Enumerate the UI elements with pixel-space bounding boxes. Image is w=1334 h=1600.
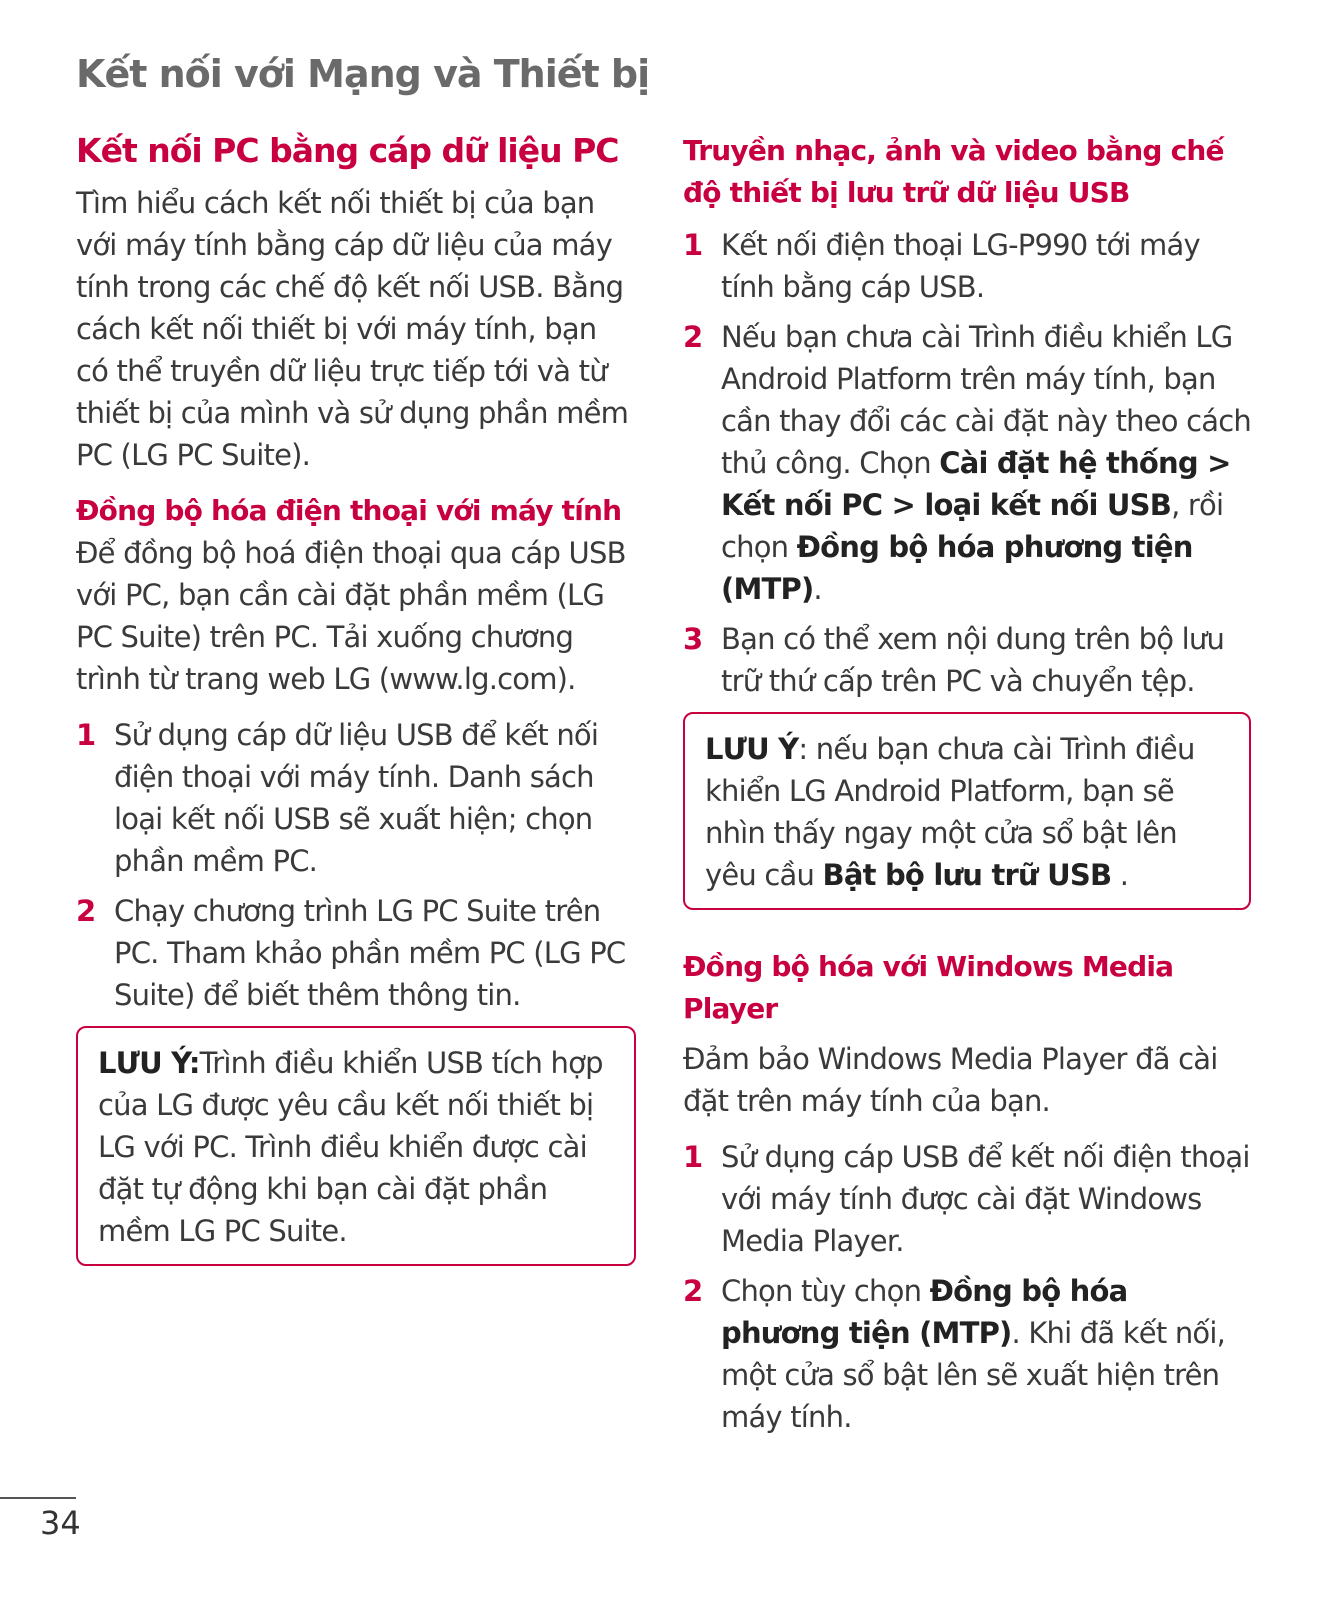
note-text — [705, 728, 1231, 896]
step-number: 1 — [683, 1140, 704, 1174]
list-item — [76, 890, 636, 1016]
step-number: 2 — [76, 894, 97, 928]
pc-cable-intro: Tìm hiểu cách kết nối thiết bị của bạn với máy tính bằng cáp dữ liệu của máy tính trong các chế độ kết nối USB. Bằng cách kết nối thiết bị với máy tính, bạn có thể truyền dữ liệu trực tiếp tới và từ thiết bị của mình và sử dụng phần mềm PC (LG PC Suite). — [76, 186, 629, 472]
footer-rule — [0, 1497, 76, 1499]
step-text-part: . Khi đã kết nối, một cửa sổ bật lên sẽ xuất hiện trên máy tính. — [721, 1316, 1226, 1434]
left-column — [76, 130, 636, 1266]
list-item — [76, 714, 636, 882]
step-text: Kết nối điện thoại LG-P990 tới máy tính bằng cáp USB. — [721, 228, 1200, 304]
page-title: Kết nối với Mạng và Thiết bị — [76, 52, 650, 96]
step-text-part: Chọn tùy chọn — [721, 1274, 930, 1308]
list-item — [683, 224, 1251, 308]
wmp-intro: Đảm bảo Windows Media Player đã cài đặt trên máy tính của bạn. — [683, 1042, 1218, 1118]
menu-path: Cài đặt hệ thống > Kết nối PC > loại kết nối USB — [721, 446, 1231, 522]
step-text-part: , rồi chọn — [721, 488, 1224, 564]
note-body: . — [1111, 858, 1129, 892]
note-emphasis: Bật bộ lưu trữ USB — [822, 858, 1112, 892]
page-number: 34 — [40, 1504, 81, 1542]
step-text: Chạy chương trình LG PC Suite trên PC. Tham khảo phần mềm PC (LG PC Suite) để biết thêm thông tin. — [114, 894, 626, 1012]
sync-phone-intro: Để đồng bộ hoá điện thoại qua cáp USB với PC, bạn cần cài đặt phần mềm (LG PC Suite) trên PC. Tải xuống chương trình từ trang web LG (www.lg.com). — [76, 536, 626, 696]
step-text — [721, 1270, 1251, 1438]
right-column — [683, 130, 1251, 1448]
step-number: 3 — [683, 622, 704, 656]
step-text-part: . — [813, 572, 822, 606]
option-name: Đồng bộ hóa phương tiện (MTP) — [721, 530, 1193, 606]
usb-storage-steps-list — [683, 224, 1251, 702]
section-heading-usb-storage: Truyền nhạc, ảnh và video bằng chế độ thiết bị lưu trữ dữ liệu USB — [683, 134, 1224, 209]
note-label: LƯU Ý — [705, 732, 799, 766]
step-text: Sử dụng cáp USB để kết nối điện thoại với máy tính được cài đặt Windows Media Player. — [721, 1140, 1250, 1258]
step-text-part: Nếu bạn chưa cài Trình điều khiển LG Android Platform trên máy tính, bạn cần thay đổi các cài đặt này theo cách thủ công. Chọn — [721, 320, 1252, 480]
note-label: LƯU Ý: — [98, 1046, 200, 1080]
note-text — [98, 1042, 616, 1252]
step-number: 1 — [76, 718, 97, 752]
list-item — [683, 1136, 1251, 1262]
step-number: 1 — [683, 228, 704, 262]
list-item — [683, 618, 1251, 702]
note-box-android-platform — [683, 712, 1251, 910]
list-item — [683, 1270, 1251, 1438]
wmp-steps-list — [683, 1136, 1251, 1438]
option-name: Đồng bộ hóa phương tiện (MTP) — [721, 1274, 1128, 1350]
note-box-usb-driver — [76, 1026, 636, 1266]
step-number: 2 — [683, 320, 704, 354]
note-body: : nếu bạn chưa cài Trình điều khiển LG Android Platform, bạn sẽ nhìn thấy ngay một cửa sổ bật lên yêu cầu — [705, 732, 1195, 892]
note-body: Trình điều khiển USB tích hợp của LG được yêu cầu kết nối thiết bị LG với PC. Trình điều khiển được cài đặt tự động khi bạn cài đặt phần mềm LG PC Suite. — [98, 1046, 603, 1248]
section-heading-sync-phone: Đồng bộ hóa điện thoại với máy tính — [76, 494, 622, 527]
section-heading-wmp: Đồng bộ hóa với Windows Media Player — [683, 950, 1174, 1025]
step-number: 2 — [683, 1274, 704, 1308]
step-text: Bạn có thể xem nội dung trên bộ lưu trữ thứ cấp trên PC và chuyển tệp. — [721, 622, 1225, 698]
step-text — [721, 316, 1251, 610]
section-heading-pc-cable: Kết nối PC bằng cáp dữ liệu PC — [76, 131, 619, 170]
step-text: Sử dụng cáp dữ liệu USB để kết nối điện thoại với máy tính. Danh sách loại kết nối USB sẽ xuất hiện; chọn phần mềm PC. — [114, 718, 599, 878]
list-item — [683, 316, 1251, 610]
sync-steps-list — [76, 714, 636, 1016]
